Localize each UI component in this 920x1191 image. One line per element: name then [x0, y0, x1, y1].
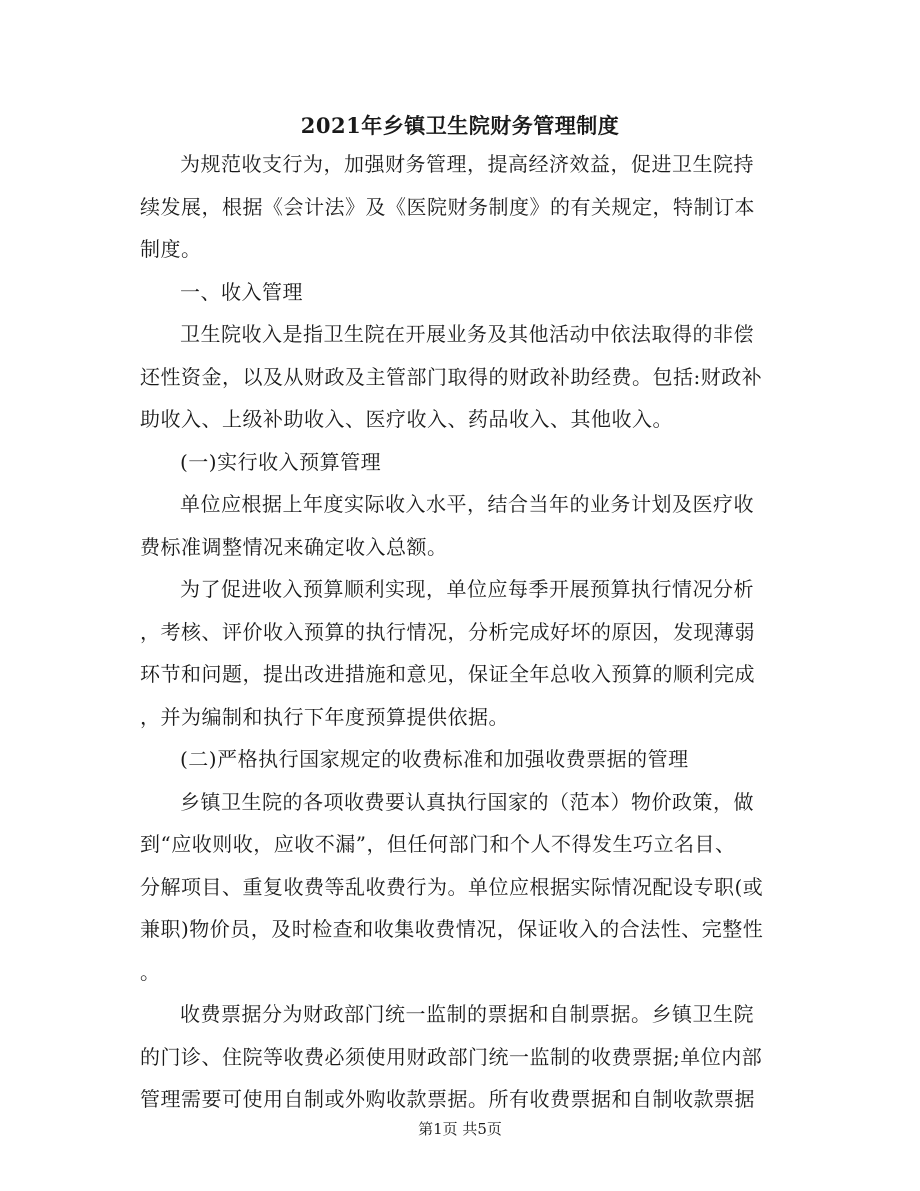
text-line: 。: [140, 960, 161, 984]
text-line: ，并为编制和执行下年度预算提供依据。: [140, 705, 509, 729]
text-line: 续发展，根据《会计法》及《医院财务制度》的有关规定，特制订本: [140, 195, 755, 219]
text-line: 管理需要可使用自制或外购收款票据。所有收费票据和自制收款票据: [140, 1087, 755, 1111]
text-line: 乡镇卫生院的各项收费要认真执行国家的（范本）物价政策，做: [180, 790, 754, 814]
text-line: 环节和问题，提出改进措施和意见，保证全年总收入预算的顺利完成: [140, 662, 755, 686]
text-line: 费标准调整情况来确定收入总额。: [140, 535, 448, 559]
text-line: 一、收入管理: [180, 280, 303, 304]
text-line: 单位应根据上年度实际收入水平，结合当年的业务计划及医疗收: [180, 492, 754, 516]
text-line: 为规范收支行为，加强财务管理，提高经济效益，促进卫生院持: [180, 152, 754, 176]
text-line: 卫生院收入是指卫生院在开展业务及其他活动中依法取得的非偿: [180, 322, 754, 346]
page-title: 2021年乡镇卫生院财务管理制度: [300, 113, 620, 138]
text-line: 为了促进收入预算顺利实现，单位应每季开展预算执行情况分析: [180, 577, 754, 601]
text-line: 助收入、上级补助收入、医疗收入、药品收入、其他收入。: [140, 407, 673, 431]
text-line: 兼职)物价员，及时检查和收集收费情况，保证收入的合法性、完整性: [140, 917, 764, 941]
text-line: 的门诊、住院等收费必须使用财政部门统一监制的收费票据;单位内部: [140, 1045, 763, 1069]
text-line: ，考核、评价收入预算的执行情况，分析完成好坏的原因，发现薄弱: [140, 620, 755, 644]
text-line: (二)严格执行国家规定的收费标准和加强收费票据的管理: [180, 747, 689, 771]
text-line: 收费票据分为财政部门统一监制的票据和自制票据。乡镇卫生院: [180, 1002, 754, 1026]
text-line: 还性资金，以及从财政及主管部门取得的财政补助经费。包括:财政补: [140, 365, 763, 389]
text-line: 分解项目、重复收费等乱收费行为。单位应根据实际情况配设专职(或: [140, 875, 764, 899]
page-number-footer: 第1页 共5页: [418, 1120, 502, 1138]
text-line: (一)实行收入预算管理: [180, 450, 382, 474]
text-line: 制度。: [140, 237, 202, 261]
text-line: 到“应收则收，应收不漏”，但任何部门和个人不得发生巧立名目、: [140, 832, 736, 856]
